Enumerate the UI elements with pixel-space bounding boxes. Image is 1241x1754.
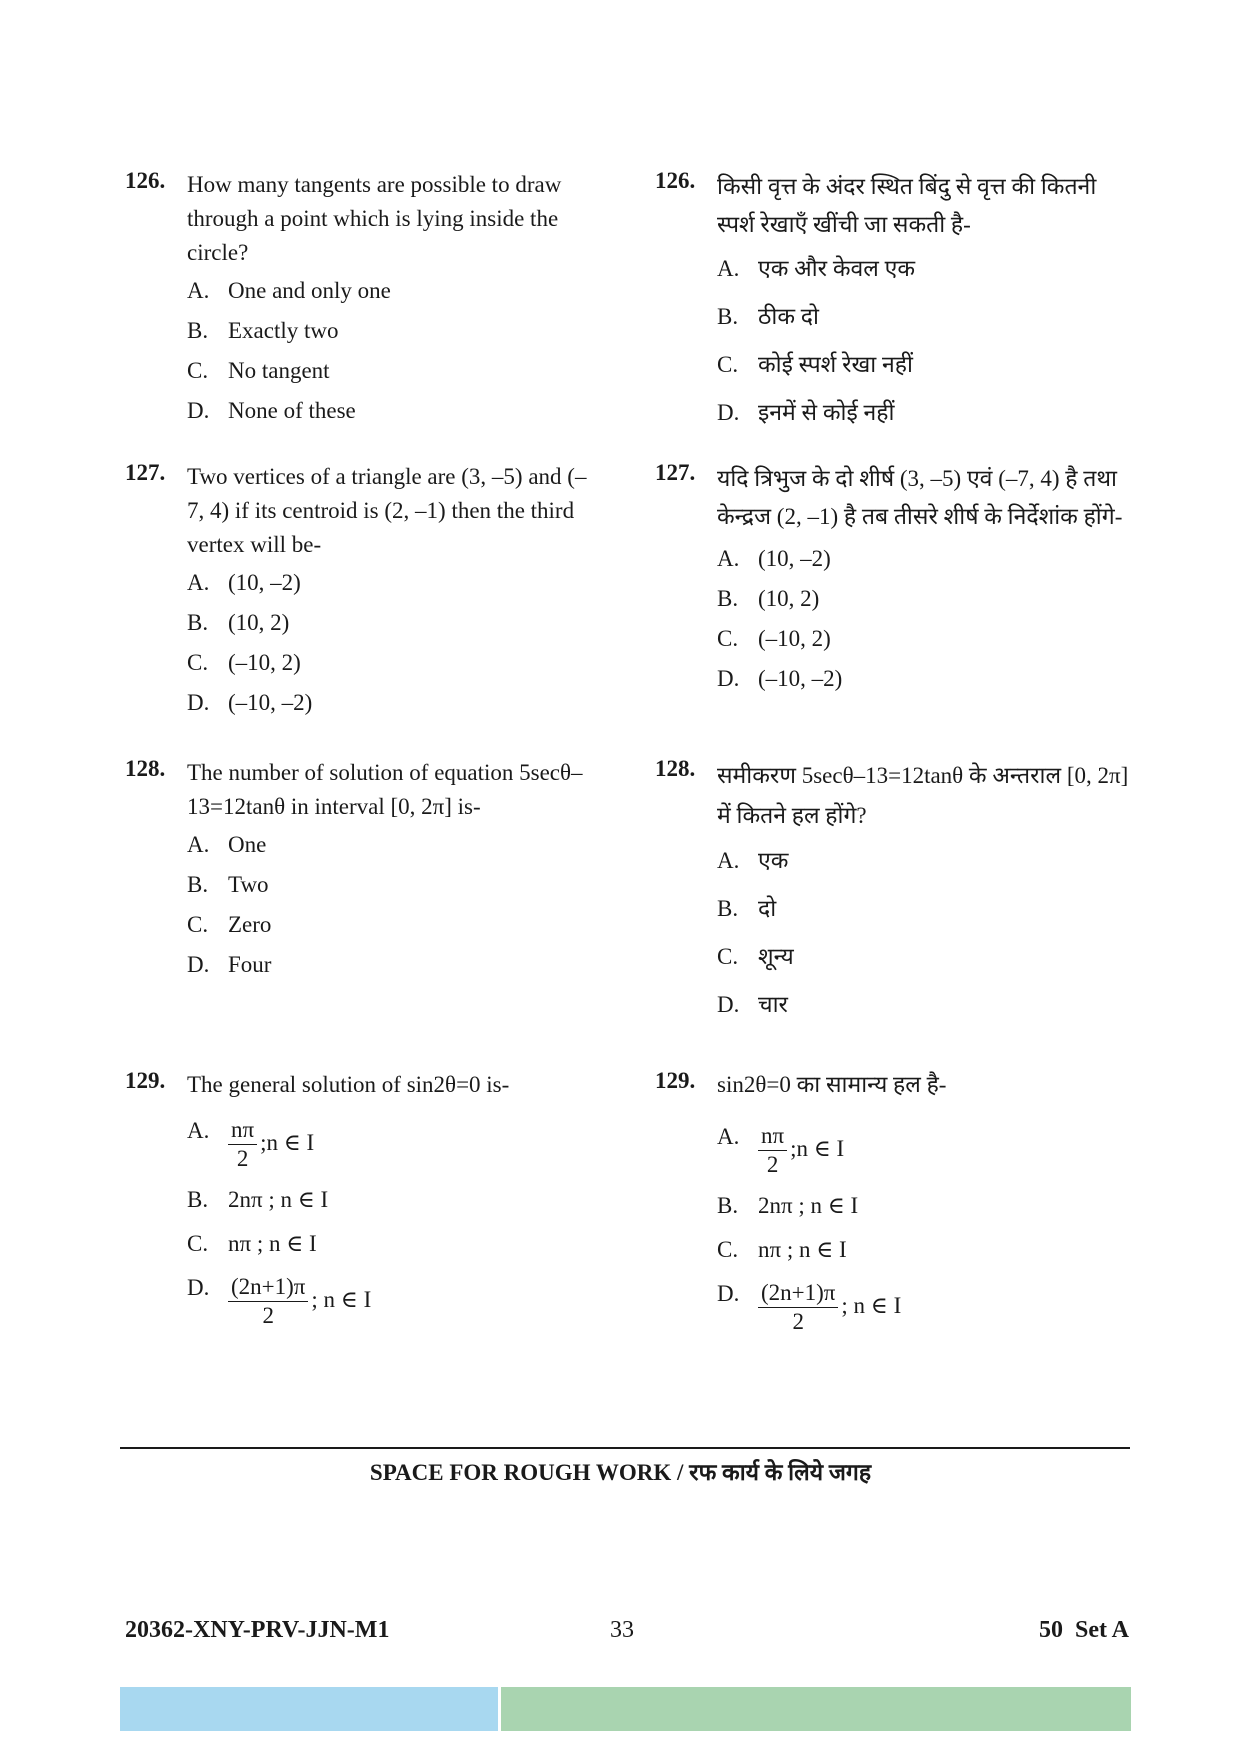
fraction: $\frac{(2n+1)\pi}{2}$ [228,1273,308,1330]
question-text: The number of solution of equation 5secθ–13=12tanθ in interval [0, 2π] is- [187,760,583,819]
question-128-hi [655,756,1135,1068]
set-label: 50 Set A [1039,1617,1129,1643]
options-list [717,254,1135,428]
rough-work-heading: SPACE FOR ROUGH WORK / रफ कार्य के लिये जगह [369,1460,872,1485]
paper-code: 20362-XNY-PRV-JJN-M1 [125,1617,390,1643]
option-b: B. Two [187,872,269,897]
option-c: C. No tangent [187,358,330,383]
question-number: 129. [655,1068,696,1093]
page-number: 33 [610,1617,634,1643]
option-b: B. Exactly two [187,318,339,343]
option-c: C. Zero [187,912,272,937]
option-b: B. (10, 2) [717,586,820,611]
question-number: 126. [125,168,166,193]
question-text: How many tangents are possible to draw through a point which is lying inside the circle? [187,172,562,265]
option-a: A. $\frac{n\pi}{2}$ ;n ∈ I [717,1123,845,1177]
option-a: A. One [187,832,267,857]
question-text: यदि त्रिभुज के दो शीर्ष (3, –5) एवं (–7, 4) है तथा केन्द्रज (2, –1) है तब तीसरे शीर्ष के निर्देशांक होंगे- [717,466,1123,529]
question-number: 129. [125,1068,166,1093]
question-128-en [125,756,595,1068]
fraction: $\frac{(2n+1)\pi}{2}$ [758,1279,838,1336]
option-a: A. (10, –2) [187,570,301,595]
option-a: A. $\frac{n\pi}{2}$ ;n ∈ I [187,1117,315,1171]
question-text: Two vertices of a triangle are (3, –5) and (–7, 4) if its centroid is (2, –1) then the third vertex will be- [187,464,587,557]
question-number: 126. [655,168,696,193]
fraction: $\frac{n\pi}{2}$ [758,1122,787,1179]
option-a: A. एक [717,848,789,873]
options-list [187,568,595,718]
question-126-hi [655,168,1135,460]
question-text: The general solution of sin2θ=0 is- [187,1072,510,1097]
question-number: 128. [125,756,166,781]
option-b: B. 2nπ ; n ∈ I [187,1187,329,1212]
option-d: D. None of these [187,398,356,423]
option-d: D. (–10, –2) [187,690,313,715]
option-d: D. Four [187,952,272,977]
english-column [125,168,595,1330]
option-d: D. (–10, –2) [717,666,843,691]
options-list [187,276,595,426]
option-d: D. इनमें से कोई नहीं [717,400,895,425]
option-b: B. ठीक दो [717,304,819,329]
options-list [187,1116,595,1330]
option-d: D. चार [717,992,788,1017]
options-list [717,846,1135,1020]
option-c: C. (–10, 2) [717,626,831,651]
question-number: 127. [655,460,696,485]
fraction: $\frac{n\pi}{2}$ [228,1116,257,1173]
option-c: C. nπ ; n ∈ I [187,1231,317,1256]
footer-bar-blue [120,1687,498,1731]
options-list [187,830,595,980]
option-a: A. One and only one [187,278,391,303]
option-c: C. शून्य [717,944,794,969]
option-c: C. कोई स्पर्श रेखा नहीं [717,352,913,377]
question-126-en [125,168,595,460]
question-number: 128. [655,756,696,781]
option-c: C. nπ ; n ∈ I [717,1237,847,1262]
hindi-column [655,168,1135,1336]
option-c: C. (–10, 2) [187,650,301,675]
question-text: समीकरण 5secθ–13=12tanθ के अन्तराल [0, 2π] में कितने हल होंगे? [717,763,1129,828]
option-a: A. (10, –2) [717,546,831,571]
question-number: 127. [125,460,166,485]
option-b: B. दो [717,896,777,921]
option-d: D. $\frac{(2n+1)\pi}{2}$ ; n ∈ I [717,1280,902,1334]
option-d: D. $\frac{(2n+1)\pi}{2}$ ; n ∈ I [187,1274,372,1328]
option-b: B. (10, 2) [187,610,290,635]
option-a: A. एक और केवल एक [717,256,915,281]
question-129-en [125,1068,595,1330]
options-list [717,1122,1135,1336]
option-b: B. 2nπ ; n ∈ I [717,1193,859,1218]
question-129-hi [655,1068,1135,1336]
footer-bar-green [501,1687,1131,1731]
question-text: किसी वृत्त के अंदर स्थित बिंदु से वृत्त की कितनी स्पर्श रेखाएँ खींची जा सकती है- [717,174,1097,237]
divider-line [120,1447,1130,1449]
question-text: sin2θ=0 का सामान्य हल है- [717,1072,947,1097]
options-list [717,544,1135,694]
question-127-en [125,460,595,756]
question-127-hi [655,460,1135,756]
